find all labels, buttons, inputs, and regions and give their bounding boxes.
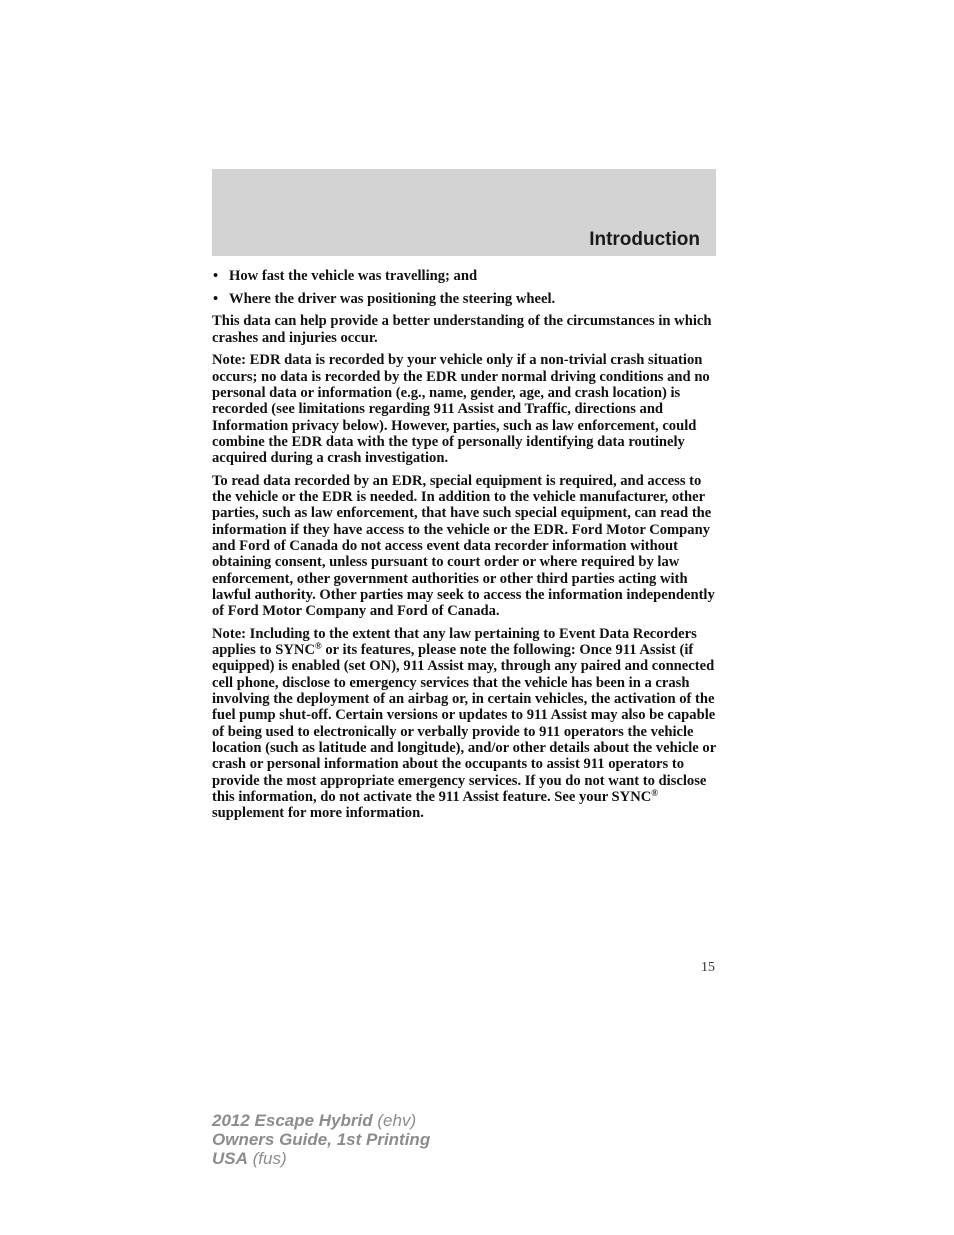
- bullet-item: [212, 291, 716, 307]
- bullet-text: Where the driver was positioning the steering wheel.: [229, 290, 556, 307]
- section-title: Introduction: [589, 229, 700, 250]
- bullet-dot-icon: •: [213, 290, 219, 307]
- sync-note-text-part-2: or its features, please note the following: Once 911 Assist (if equipped) is enabled (set ON), 911 Assist may, through any paired and connected cell phone, disclose to emergency services that the vehicle has been in a crash involving the deployment of an airbag or, in certain vehicles, the activation of the fuel pump shut-off. Certain versions or updates to 911 Assist may also be capable of being used to electronically or verbally provide to 911 operators the vehicle location (such as latitude and longitude), and/or other details about the vehicle or crash or personal information about the occupants to assist 911 operators to provide the most appropriate emergency services. If you do not want to disclose this information, do not activate the 911 Assist feature. See your SYNC: [212, 642, 716, 805]
- sync-note-text-part-3: supplement for more information.: [212, 805, 424, 822]
- footer-market-name: USA: [212, 1149, 248, 1168]
- footer-model-code: (ehv): [372, 1111, 417, 1130]
- page-body: [212, 268, 716, 828]
- paragraph-read-edr-data: To read data recorded by an EDR, special equipment is required, and access to the vehicle or the EDR is needed. In addition to the vehicle manufacturer, other parties, such as law enforcement, that have such special equipment, can read the information if they have access to the vehicle or the EDR. Ford Motor Company and Ford of Canada do not access event data recorder information without obtaining consent, unless pursuant to court order or where required by law enforcement, other government authorities or other third parties acting with lawful authority. Other parties may seek to access the information independently of Ford Motor Company and Ford of Canada.: [212, 472, 715, 620]
- document-footer: [212, 1111, 430, 1168]
- bullet-text: How fast the vehicle was travelling; and: [229, 268, 478, 284]
- footer-guide-name: Owners Guide, 1st Printing: [212, 1130, 431, 1149]
- paragraph-data-purpose: This data can help provide a better understanding of the circumstances in which crashes and injuries occur.: [212, 313, 712, 346]
- footer-line-guide: [212, 1130, 430, 1149]
- bullet-dot-icon: •: [213, 268, 219, 284]
- section-header-band: [212, 169, 716, 256]
- bullet-item: [212, 268, 716, 284]
- paragraph-edr-note: Note: EDR data is recorded by your vehicle only if a non-trivial crash situation occurs; no data is recorded by the EDR under normal driving conditions and no personal data or information (e.g., name, gender, age, and crash location) is recorded (see limitations regarding 911 Assist and Traffic, directions and Information privacy below). However, parties, such as law enforcement, could combine the EDR data with the type of personally identifying data routinely acquired during a crash investigation.: [212, 352, 710, 467]
- footer-line-model: [212, 1111, 430, 1130]
- footer-model-name: 2012 Escape Hybrid: [212, 1111, 373, 1130]
- page-number: 15: [701, 960, 715, 975]
- registered-mark: ®: [314, 641, 322, 652]
- footer-market-code: (fus): [247, 1149, 287, 1168]
- paragraph-sync-note: [212, 626, 716, 822]
- sync-note-text-part-1: Note: Including to the extent that any law pertaining to Event Data Recorders applies to SYNC: [212, 625, 697, 659]
- footer-line-market: [212, 1149, 430, 1168]
- registered-mark: ®: [651, 787, 659, 798]
